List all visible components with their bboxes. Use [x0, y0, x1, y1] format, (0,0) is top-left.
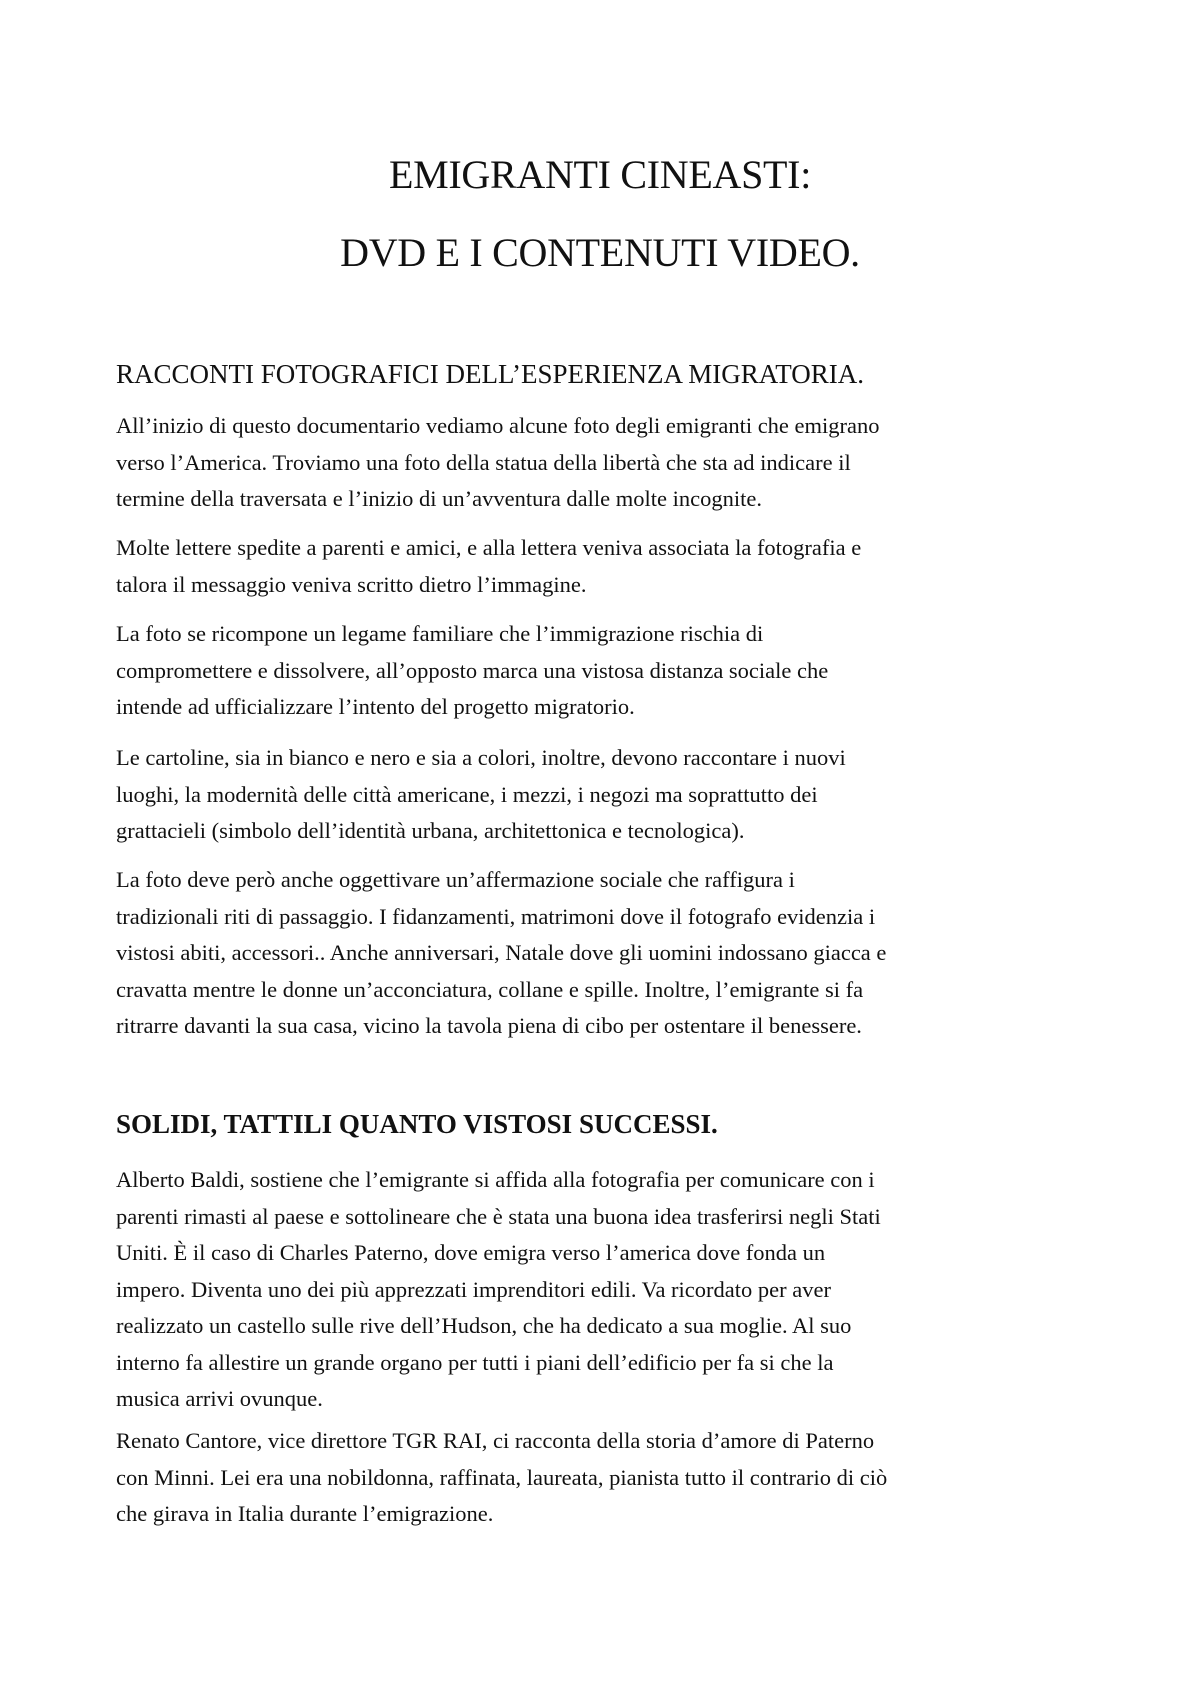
text-line: talora il messaggio veniva scritto dietro l’immagine.: [116, 571, 587, 597]
section-heading-solid-successes: SOLIDI, TATTILI QUANTO VISTOSI SUCCESSI.: [116, 1109, 718, 1139]
section-heading-photographic-stories: RACCONTI FOTOGRAFICI DELL’ESPERIENZA MIGRATORIA.: [116, 359, 865, 389]
text-line: compromettere e dissolvere, all’opposto marca una vistosa distanza sociale che: [116, 657, 829, 683]
paragraph: [116, 1423, 1096, 1533]
text-line: ritrarre davanti la sua casa, vicino la tavola piena di cibo per ostentare il benessere.: [116, 1013, 862, 1038]
text-line: luoghi, la modernità delle città americane, i mezzi, i negozi ma soprattutto dei: [116, 781, 818, 807]
text-line: Molte lettere spedite a parenti e amici, e alla lettera veniva associata la fotografia e: [116, 535, 862, 560]
document-title-line-1: EMIGRANTI CINEASTI:: [388, 152, 812, 197]
text-line: musica arrivi ovunque.: [116, 1386, 323, 1411]
paragraph: [116, 862, 1096, 1045]
text-line: Alberto Baldi, sostiene che l’emigrante si affida alla fotografia per comunicare con i: [116, 1167, 875, 1192]
text-line: realizzato un castello sulle rive dell’Hudson, che ha dedicato a sua moglie. Al suo: [116, 1313, 852, 1338]
text-line: La foto se ricompone un legame familiare che l’immigrazione rischia di: [116, 621, 764, 646]
text-line: Uniti. È il caso di Charles Paterno, dove emigra verso l’america dove fonda un: [116, 1240, 826, 1265]
text-line: La foto deve però anche oggettivare un’affermazione sociale che raffigura i: [116, 867, 795, 892]
text-line: interno fa allestire un grande organo per tutti i piani dell’edificio per fa si che la: [116, 1349, 834, 1375]
paragraph: [116, 408, 1096, 518]
text-line: parenti rimasti al paese e sottolineare che è stata una buona idea trasferirsi negli Stati: [116, 1203, 881, 1229]
text-line: termine della traversata e l’inizio di un’avventura dalle molte incognite.: [116, 486, 762, 511]
text-line: Le cartoline, sia in bianco e nero e sia a colori, inoltre, devono raccontare i nuovi: [116, 745, 846, 770]
document-title-line-2: DVD E I CONTENUTI VIDEO.: [340, 230, 860, 275]
text-line: grattacieli (simbolo dell’identità urbana, architettonica e tecnologica).: [116, 818, 745, 843]
text-line: verso l’America. Troviamo una foto della statua della libertà che sta ad indicare il: [116, 449, 851, 475]
text-line: Renato Cantore, vice direttore TGR RAI, ci racconta della storia d’amore di Paterno: [116, 1428, 875, 1453]
text-line: tradizionali riti di passaggio. I fidanzamenti, matrimoni dove il fotografo evidenzia i: [116, 903, 876, 929]
text-line: con Minni. Lei era una nobildonna, raffinata, laureata, pianista tutto il contrario di ciò: [116, 1464, 888, 1490]
paragraph: [116, 1162, 1096, 1418]
text-line: intende ad ufficializzare l’intento del progetto migratorio.: [116, 694, 635, 719]
paragraph: [116, 740, 1096, 850]
text-line: che girava in Italia durante l’emigrazione.: [116, 1501, 494, 1526]
paragraph: [116, 530, 1096, 603]
text-line: cravatta mentre le donne un’acconciatura, collane e spille. Inoltre, l’emigrante si fa: [116, 976, 864, 1002]
text-line: impero. Diventa uno dei più apprezzati imprenditori edili. Va ricordato per aver: [116, 1276, 831, 1302]
paragraph: [116, 616, 1096, 726]
text-line: All’inizio di questo documentario vediamo alcune foto degli emigranti che emigrano: [116, 413, 880, 438]
text-line: vistosi abiti, accessori.. Anche anniversari, Natale dove gli uomini indossano giacca e: [116, 940, 887, 965]
